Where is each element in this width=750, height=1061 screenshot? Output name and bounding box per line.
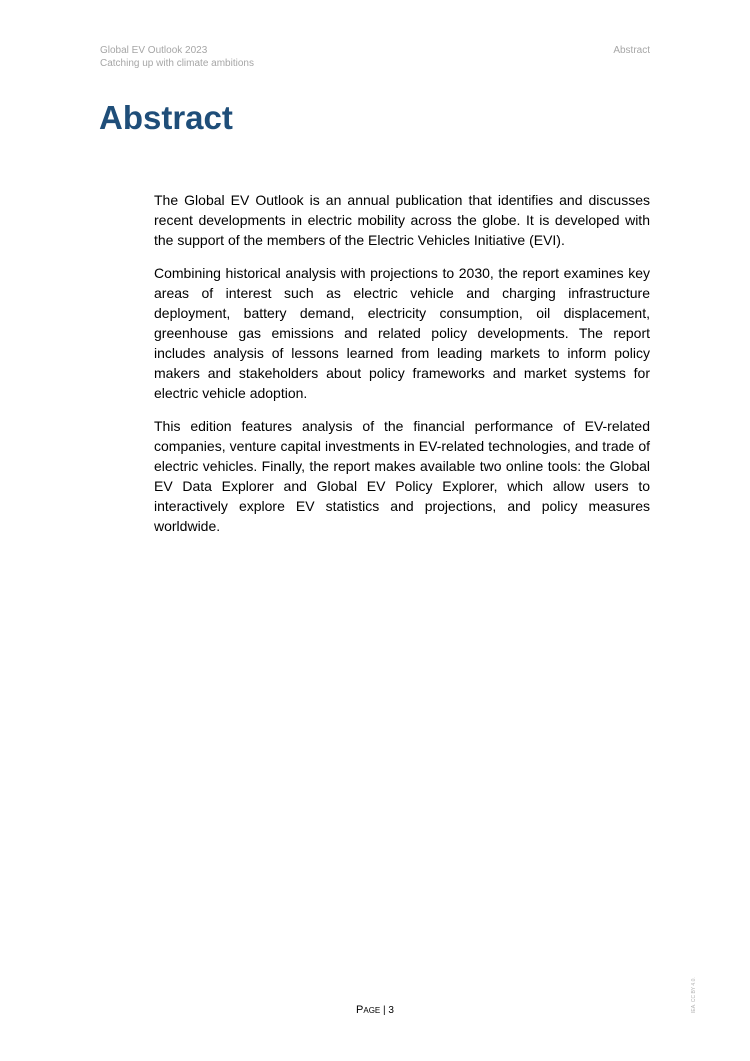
running-header (100, 44, 254, 70)
paragraph-2: Combining historical analysis with projections to 2030, the report examines key areas of interest such as electric vehicle and charging infrastructure deployment, battery demand, electricity consumption, oil displacement, greenhouse gas emissions and related policy developments. The report includes analysis of lessons learned from leading markets to inform policy makers and stakeholders about policy frameworks and market systems for electric vehicle adoption. (154, 265, 650, 401)
page-footer (0, 1003, 750, 1018)
publication-subtitle: Catching up with climate ambitions (100, 58, 254, 69)
page-number: 3 (388, 1005, 394, 1016)
paragraph-1: The Global EV Outlook is an annual publication that identifies and discusses recent developments in electric mobility across the globe. It is developed with the support of the members of the Electric Vehicles Initiative (EVI). (154, 192, 650, 248)
page-label: Page (356, 1004, 381, 1016)
publication-name: Global EV Outlook 2023 (100, 45, 208, 56)
abstract-body (154, 190, 650, 549)
page-title: Abstract (99, 99, 233, 136)
page-separator: | (383, 1005, 386, 1016)
license-text: IEA. CC BY 4.0. (691, 977, 697, 1013)
paragraph-3: This edition features analysis of the financial performance of EV-related companies, venture capital investments in EV-related technologies, and trade of electric vehicles. Finally, the report makes available two online tools: the Global EV Data Explorer and Global EV Policy Explorer, which allow users to interactively explore EV statistics and projections, and policy measures worldwide. (154, 418, 650, 534)
license-note (689, 967, 701, 1015)
section-name: Abstract (613, 45, 650, 56)
